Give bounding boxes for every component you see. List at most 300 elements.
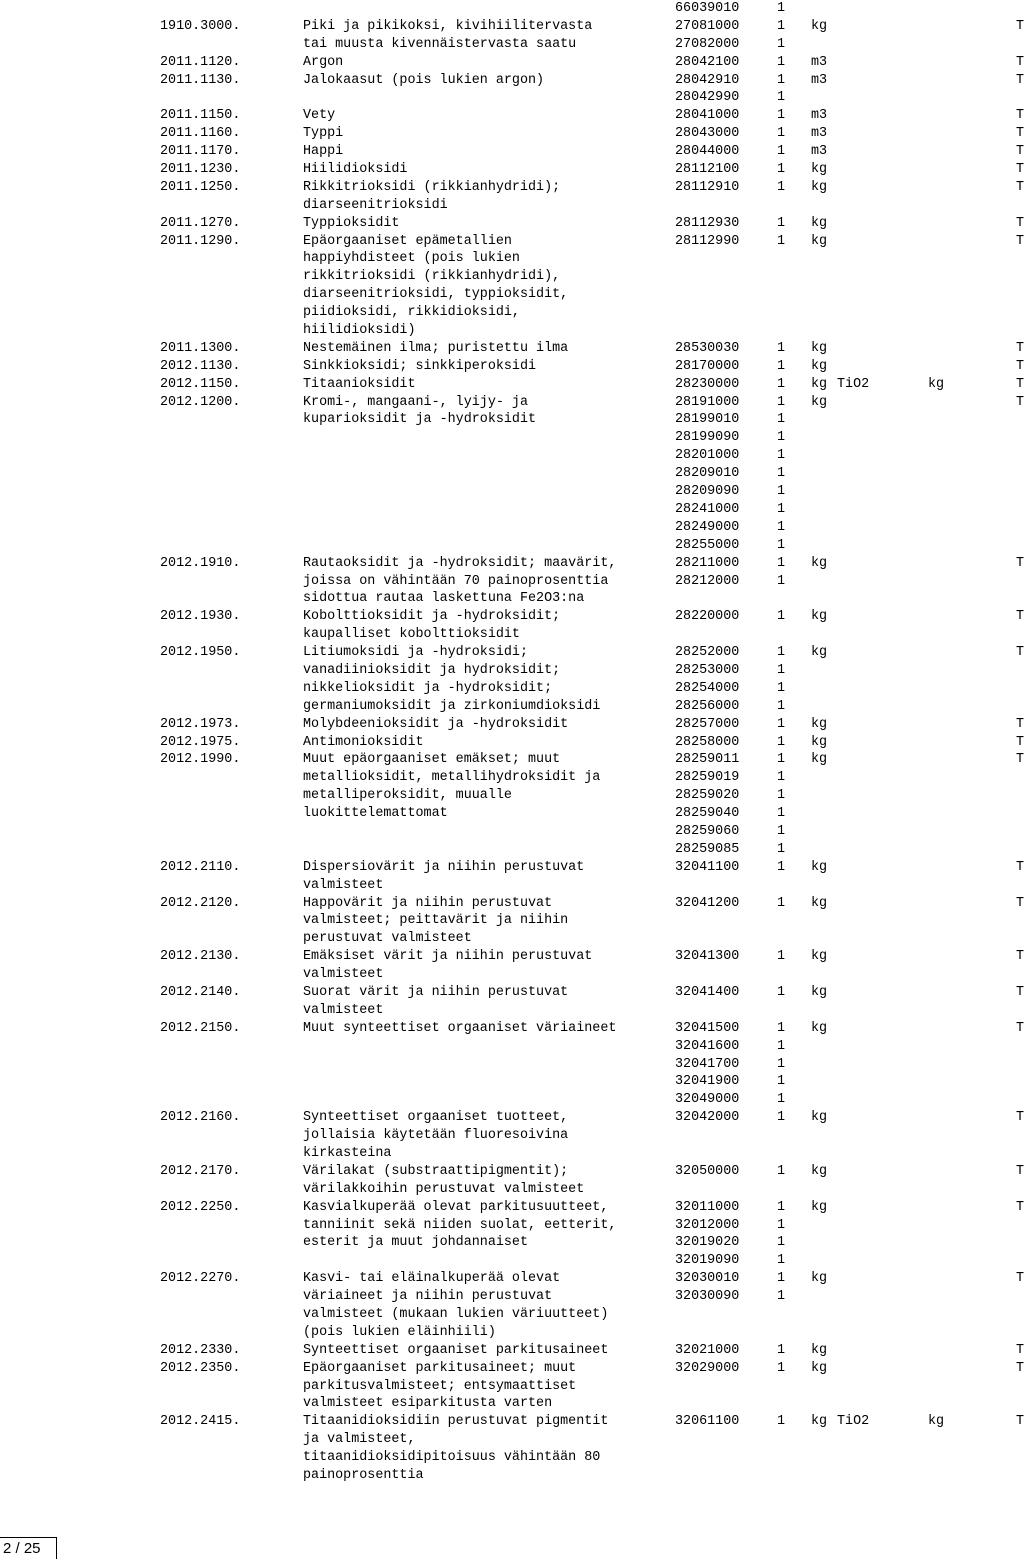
cell-q: 1 (777, 645, 786, 661)
cell-desc (303, 537, 675, 555)
table-row (0, 250, 960, 268)
cell-unit: kg (811, 358, 828, 374)
cell-code: 2012.2160. (160, 1110, 241, 1126)
cell-cn (675, 268, 777, 286)
cell-t: T (1016, 1163, 1025, 1179)
cell-code (80, 537, 303, 555)
cell-q (777, 1127, 811, 1145)
cell-q: 1 (777, 555, 786, 571)
row-indent (0, 501, 80, 519)
row-indent (0, 1449, 80, 1467)
cell-altu (928, 1378, 1016, 1396)
cell-alt (837, 895, 928, 913)
cell-altu (928, 590, 1016, 608)
cell-desc: Titaanioksidit (303, 376, 416, 392)
cell-q (777, 304, 811, 322)
row-indent (0, 716, 80, 734)
table-row (0, 394, 1025, 412)
cell-unit (811, 966, 837, 984)
cell-altu (928, 1127, 1016, 1145)
cell-alt (837, 304, 928, 322)
cell-alt (837, 1449, 928, 1467)
cell-code (80, 250, 303, 268)
cell-unit (811, 89, 837, 107)
table-row (0, 376, 1025, 394)
cell-altu (928, 1342, 1016, 1360)
cell-t: T (1016, 394, 1025, 410)
cell-code: 2011.1130. (160, 72, 241, 88)
cell-unit (811, 36, 837, 54)
cell-code (80, 1181, 303, 1199)
cell-unit (811, 626, 837, 644)
table-row (0, 322, 960, 340)
cell-q (777, 626, 811, 644)
table-row (0, 215, 1025, 233)
cell-altu (928, 1145, 1016, 1163)
cell-t (1016, 1288, 1026, 1306)
cell-t: T (1016, 859, 1025, 875)
cell-q: 1 (777, 662, 786, 678)
cell-cn: 28254000 (675, 680, 740, 696)
cell-t (1016, 465, 1026, 483)
cell-altu (928, 197, 1016, 215)
row-indent (0, 36, 80, 54)
cell-q (777, 1395, 811, 1413)
cell-unit: kg (811, 376, 828, 392)
cell-alt (837, 411, 928, 429)
cell-cn: 32042000 (675, 1110, 740, 1126)
cell-desc: Happovärit ja niihin perustuvat (303, 895, 553, 911)
cell-code (80, 429, 303, 447)
cell-cn: 28112990 (675, 233, 740, 249)
cell-cn: 28259019 (675, 770, 740, 786)
cell-alt (837, 1324, 928, 1342)
cell-q: 1 (777, 680, 786, 696)
cell-alt (837, 54, 928, 72)
table-row (0, 197, 960, 215)
cell-t (1016, 698, 1026, 716)
cell-q (777, 197, 811, 215)
cell-altu (928, 1109, 1016, 1127)
cell-cn (675, 1395, 777, 1413)
cell-t (1016, 304, 1026, 322)
table-row (0, 734, 1025, 752)
cell-desc: jollaisia käytetään fluoresoivina (303, 1128, 569, 1144)
cell-cn: 28170000 (675, 358, 740, 374)
cell-alt (837, 465, 928, 483)
table-row (0, 1431, 960, 1449)
cell-altu (928, 519, 1016, 537)
cell-cn: 28258000 (675, 734, 740, 750)
table-row (0, 143, 1025, 161)
cell-code: 2012.1990. (160, 752, 241, 768)
cell-cn: 28256000 (675, 698, 740, 714)
cell-cn (675, 304, 777, 322)
cell-cn: 28043000 (675, 126, 740, 142)
cell-q: 1 (777, 895, 786, 911)
cell-desc: metallioksidit, metallihydroksidit ja (303, 770, 601, 786)
table-row (0, 573, 960, 591)
cell-cn (675, 1324, 777, 1342)
cell-code (80, 626, 303, 644)
cell-q (777, 1449, 811, 1467)
row-indent (0, 537, 80, 555)
cell-unit (811, 680, 837, 698)
cell-q: 1 (777, 537, 786, 553)
cell-code: 2011.1290. (160, 233, 241, 249)
cell-cn: 32041500 (675, 1020, 740, 1036)
cell-altu (928, 1270, 1016, 1288)
cell-t (1016, 805, 1026, 823)
cell-t (1016, 841, 1026, 859)
cell-unit (811, 1395, 837, 1413)
cell-unit (811, 805, 837, 823)
row-indent (0, 304, 80, 322)
cell-desc: Hiilidioksidi (303, 162, 408, 178)
table-row (0, 1020, 1025, 1038)
cell-t (1016, 1449, 1026, 1467)
cell-t (1016, 1431, 1026, 1449)
cell-t: T (1016, 162, 1025, 178)
cell-unit: kg (811, 1360, 828, 1376)
cell-code: 2012.2170. (160, 1163, 241, 1179)
cell-desc (303, 841, 675, 859)
cell-q: 1 (777, 1038, 786, 1054)
cell-alt (837, 72, 928, 90)
cell-alt (837, 250, 928, 268)
cell-code (80, 304, 303, 322)
cell-unit: kg (811, 752, 828, 768)
cell-desc: vanadiinioksidit ja hydroksidit; (303, 662, 561, 678)
table-row (0, 680, 960, 698)
cell-alt (837, 608, 928, 626)
row-indent (0, 1056, 80, 1074)
cell-code (80, 286, 303, 304)
cell-cn: 28259040 (675, 806, 740, 822)
cell-cn: 28253000 (675, 662, 740, 678)
row-indent (0, 644, 80, 662)
row-indent (0, 805, 80, 823)
cell-altu (928, 0, 1016, 18)
cell-desc: Kasvialkuperää olevat parkitusuutteet, (303, 1199, 609, 1215)
table-row (0, 662, 960, 680)
cell-code (80, 1395, 303, 1413)
cell-q (777, 286, 811, 304)
cell-desc (303, 1073, 675, 1091)
cell-q: 1 (777, 1199, 786, 1215)
table-row (0, 286, 960, 304)
cell-altu (928, 823, 1016, 841)
table-row (0, 268, 960, 286)
cell-desc: Synteettiset orgaaniset tuotteet, (303, 1110, 569, 1126)
cell-t (1016, 1127, 1026, 1145)
cell-code: 2012.2140. (160, 984, 241, 1000)
cell-unit: m3 (811, 72, 828, 88)
cell-unit (811, 1038, 837, 1056)
cell-altu (928, 948, 1016, 966)
cell-altu (928, 769, 1016, 787)
cell-unit (811, 197, 837, 215)
cell-cn: 28042990 (675, 90, 740, 106)
table-row (0, 1056, 960, 1074)
cell-desc: värilakkoihin perustuvat valmisteet (303, 1181, 585, 1197)
table-row (0, 1038, 960, 1056)
cell-cn: 28257000 (675, 716, 740, 732)
row-indent (0, 1109, 80, 1127)
cell-q (777, 1324, 811, 1342)
cell-alt (837, 268, 928, 286)
cell-cn: 32041100 (675, 859, 740, 875)
table-row (0, 1181, 960, 1199)
cell-unit (811, 1145, 837, 1163)
cell-desc: Synteettiset orgaaniset parkitusaineet (303, 1342, 609, 1358)
cell-t: T (1016, 752, 1025, 768)
row-indent (0, 340, 80, 358)
cell-code (80, 1431, 303, 1449)
cell-desc: Rautaoksidit ja -hydroksidit; maavärit, (303, 555, 617, 571)
cell-code (80, 877, 303, 895)
cell-t: T (1016, 215, 1025, 231)
table-row (0, 787, 960, 805)
cell-code (80, 1038, 303, 1056)
cell-altu (928, 537, 1016, 555)
cell-unit (811, 841, 837, 859)
cell-t (1016, 0, 1026, 18)
cell-q (777, 966, 811, 984)
cell-q: 1 (777, 949, 786, 965)
cell-code (80, 1252, 303, 1270)
cell-alt (837, 859, 928, 877)
row-indent (0, 608, 80, 626)
cell-cn: 32019020 (675, 1235, 740, 1251)
cell-desc: kirkasteina (303, 1146, 392, 1161)
row-indent (0, 1020, 80, 1038)
row-indent (0, 1342, 80, 1360)
cell-code: 2012.1910. (160, 555, 241, 571)
page-number-indicator (0, 1537, 57, 1559)
cell-cn: 32041600 (675, 1038, 740, 1054)
table-row (0, 877, 960, 895)
cell-t: T (1016, 376, 1025, 392)
cell-code (80, 36, 303, 54)
cell-q: 1 (777, 770, 786, 786)
table-row (0, 644, 1025, 662)
table-row (0, 948, 1025, 966)
cell-desc: Kobolttioksidit ja -hydroksidit; (303, 609, 561, 625)
cell-cn: 28259020 (675, 788, 740, 804)
cell-unit: kg (811, 179, 828, 195)
cell-cn (675, 1306, 777, 1324)
table-row (0, 1378, 960, 1396)
cell-cn: 32041200 (675, 895, 740, 911)
cell-t (1016, 1056, 1026, 1074)
cell-alt (837, 877, 928, 895)
cell-altu (928, 1234, 1016, 1252)
cell-alt (837, 519, 928, 537)
cell-q: 1 (777, 394, 786, 410)
row-indent (0, 394, 80, 412)
cell-altu (928, 1217, 1016, 1235)
cell-alt (837, 483, 928, 501)
cell-altu (928, 841, 1016, 859)
row-indent (0, 376, 80, 394)
cell-alt (837, 394, 928, 412)
cell-desc: kaupalliset kobolttioksidit (303, 627, 520, 643)
cell-t (1016, 411, 1026, 429)
row-indent (0, 859, 80, 877)
cell-t (1016, 322, 1026, 340)
cell-q: 1 (777, 1217, 786, 1233)
cell-desc: germaniumoksidit ja zirkoniumdioksidi (303, 698, 601, 714)
cell-t: T (1016, 358, 1025, 374)
cell-cn: 66039010 (675, 1, 740, 16)
cell-alt (837, 322, 928, 340)
cell-code: 2011.1230. (160, 162, 241, 178)
cell-code (80, 0, 303, 18)
cell-cn (675, 590, 777, 608)
cell-unit (811, 483, 837, 501)
cell-alt (837, 1306, 928, 1324)
row-indent (0, 1234, 80, 1252)
cell-desc: Typpi (303, 126, 344, 142)
cell-t (1016, 1306, 1026, 1324)
cell-altu (928, 1199, 1016, 1217)
row-indent (0, 1270, 80, 1288)
cell-desc (303, 823, 675, 841)
cell-alt (837, 1288, 928, 1306)
cell-unit: kg (811, 1414, 828, 1430)
cell-altu (928, 1056, 1016, 1074)
cell-unit: kg (811, 859, 828, 875)
cell-desc: Kromi-, mangaani-, lyijy- ja (303, 394, 528, 410)
row-indent (0, 1002, 80, 1020)
cell-desc: Typpioksidit (303, 215, 400, 231)
cell-alt (837, 36, 928, 54)
cell-altu (928, 626, 1016, 644)
cell-code (80, 1288, 303, 1306)
cell-altu (928, 984, 1016, 1002)
cell-alt (837, 125, 928, 143)
cell-code: 2012.1950. (160, 645, 241, 661)
cell-t (1016, 1234, 1026, 1252)
cell-alt (837, 1163, 928, 1181)
table-row (0, 912, 960, 930)
cell-altu (928, 608, 1016, 626)
table-row (0, 841, 960, 859)
table-row (0, 930, 960, 948)
cell-alt (837, 340, 928, 358)
row-indent (0, 787, 80, 805)
cell-t (1016, 626, 1026, 644)
cell-code (80, 573, 303, 591)
cell-altu (928, 143, 1016, 161)
cell-unit: kg (811, 716, 828, 732)
row-indent (0, 197, 80, 215)
cell-alt (837, 751, 928, 769)
cell-cn (675, 1467, 777, 1485)
cell-alt (837, 1038, 928, 1056)
row-indent (0, 1163, 80, 1181)
cell-t: T (1016, 895, 1025, 911)
cell-code: 2012.1930. (160, 609, 241, 625)
cell-desc: valmisteet (303, 877, 384, 893)
cell-desc (303, 1056, 675, 1074)
cell-q: 1 (777, 162, 786, 178)
cell-cn: 28530030 (675, 340, 740, 356)
cell-altu (928, 1020, 1016, 1038)
cell-alt (837, 805, 928, 823)
cell-cn: 28201000 (675, 448, 740, 464)
cell-desc (303, 1252, 675, 1270)
cell-desc: piidioksidi, rikkidioksidi, (303, 305, 520, 321)
cell-t: T (1016, 1271, 1025, 1287)
cell-q: 1 (777, 144, 786, 160)
cell-code: 2012.2350. (160, 1360, 241, 1376)
table-row (0, 1270, 1025, 1288)
cell-code (80, 268, 303, 286)
cell-unit (811, 465, 837, 483)
cell-t: T (1016, 609, 1025, 625)
cell-cn (675, 930, 777, 948)
cell-desc: valmisteet esiparkitusta varten (303, 1396, 553, 1412)
cell-unit (811, 1217, 837, 1235)
cell-desc (303, 429, 675, 447)
cell-alt (837, 1127, 928, 1145)
cell-code (80, 1234, 303, 1252)
cell-desc: esterit ja muut johdannaiset (303, 1235, 528, 1251)
cell-alt (837, 161, 928, 179)
cell-cn (675, 966, 777, 984)
cell-altu (928, 215, 1016, 233)
cell-t (1016, 823, 1026, 841)
cell-cn: 32030010 (675, 1271, 740, 1287)
cell-cn: 28112100 (675, 162, 740, 178)
cell-altu (928, 465, 1016, 483)
cell-desc: valmisteet (303, 1002, 384, 1018)
cell-t: T (1016, 340, 1025, 356)
cell-t (1016, 519, 1026, 537)
cell-unit: m3 (811, 144, 828, 160)
table-row (0, 626, 960, 644)
cell-unit (811, 573, 837, 591)
table-row (0, 984, 1025, 1002)
cell-t (1016, 966, 1026, 984)
table-row (0, 1306, 960, 1324)
cell-unit (811, 1431, 837, 1449)
table-row (0, 72, 1025, 90)
cell-code (80, 322, 303, 340)
cell-desc: Epäorgaaniset epämetallien (303, 233, 512, 249)
table-row (0, 501, 960, 519)
cell-altu (928, 912, 1016, 930)
cell-altu (928, 662, 1016, 680)
cell-alt: TiO2 (837, 376, 870, 392)
cell-altu (928, 1288, 1016, 1306)
cell-altu (928, 1181, 1016, 1199)
cell-q: 1 (777, 430, 786, 446)
cell-q: 1 (777, 609, 786, 625)
cell-q: 1 (777, 233, 786, 249)
cell-cn (675, 1431, 777, 1449)
cell-cn: 28241000 (675, 501, 740, 517)
cell-altu (928, 1467, 1016, 1485)
cell-q: 1 (777, 1074, 786, 1090)
cell-code (80, 1091, 303, 1109)
cell-desc: väriaineet ja niihin perustuvat (303, 1289, 553, 1305)
cell-t: T (1016, 72, 1025, 88)
cell-cn: 28199010 (675, 412, 740, 428)
row-indent (0, 215, 80, 233)
